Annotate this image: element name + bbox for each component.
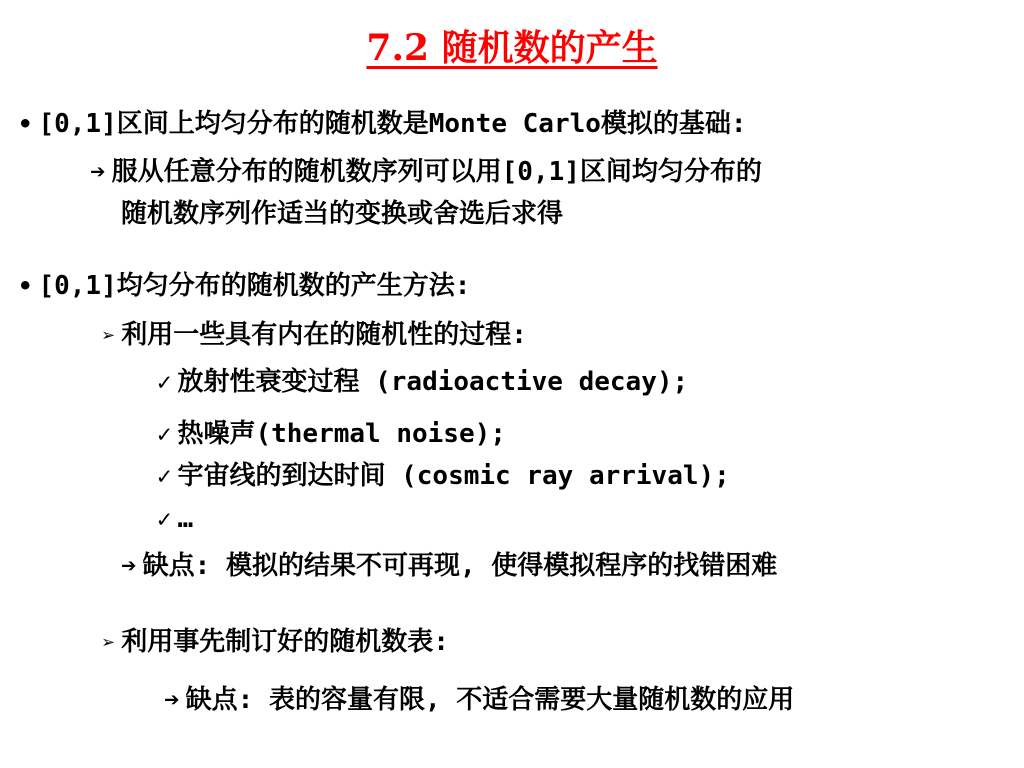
sub-text-line-2: 随机数序列作适当的变换或舍选后求得 bbox=[121, 199, 564, 229]
arrow-right-icon: ➔ bbox=[164, 685, 180, 715]
check-item bbox=[157, 503, 193, 535]
method-text: 利用一些具有内在的随机性的过程: bbox=[121, 320, 527, 350]
bullet-icon: • bbox=[18, 272, 33, 300]
page-title: 7.2 随机数的产生 bbox=[366, 27, 658, 69]
triangle-bullet-icon: ➢ bbox=[102, 631, 116, 656]
checkmark-icon: ✓ bbox=[157, 368, 172, 396]
bullet-item-generation-methods bbox=[18, 270, 470, 302]
checkmark-icon: ✓ bbox=[157, 505, 172, 533]
checkmark-icon: ✓ bbox=[157, 420, 172, 448]
triangle-bullet-icon: ➢ bbox=[102, 324, 116, 349]
method-item-table bbox=[102, 626, 449, 660]
drawback-item-table bbox=[164, 684, 794, 716]
check-text: 放射性衰变过程 (radioactive decay); bbox=[177, 367, 689, 397]
sub-text-line-1: 服从任意分布的随机数序列可以用[0,1]区间均匀分布的 bbox=[111, 157, 762, 187]
bullet-text: [0,1]区间上均匀分布的随机数是Monte Carlo模拟的基础: bbox=[38, 109, 747, 139]
sub-item-transform bbox=[90, 156, 762, 188]
arrow-right-icon: ➔ bbox=[121, 551, 137, 581]
method-text: 利用事先制订好的随机数表: bbox=[121, 627, 449, 657]
bullet-icon: • bbox=[18, 110, 33, 138]
bullet-item-uniform-basis bbox=[18, 108, 747, 140]
check-item bbox=[157, 418, 506, 450]
check-text: 宇宙线的到达时间 (cosmic ray arrival); bbox=[177, 461, 730, 491]
check-item bbox=[157, 460, 730, 492]
arrow-right-icon: ➔ bbox=[90, 157, 106, 187]
bullet-text: [0,1]均匀分布的随机数的产生方法: bbox=[38, 271, 471, 301]
sub-item-transform-cont bbox=[121, 198, 563, 230]
check-text: 热噪声(thermal noise); bbox=[177, 419, 506, 449]
checkmark-icon: ✓ bbox=[157, 462, 172, 490]
check-text: … bbox=[177, 504, 194, 534]
check-item bbox=[157, 366, 688, 398]
method-item-physical bbox=[102, 319, 527, 353]
drawback-text: 缺点: 表的容量有限, 不适合需要大量随机数的应用 bbox=[185, 685, 795, 715]
drawback-text: 缺点: 模拟的结果不可再现, 使得模拟程序的找错困难 bbox=[142, 551, 778, 581]
drawback-item-physical bbox=[121, 550, 777, 582]
